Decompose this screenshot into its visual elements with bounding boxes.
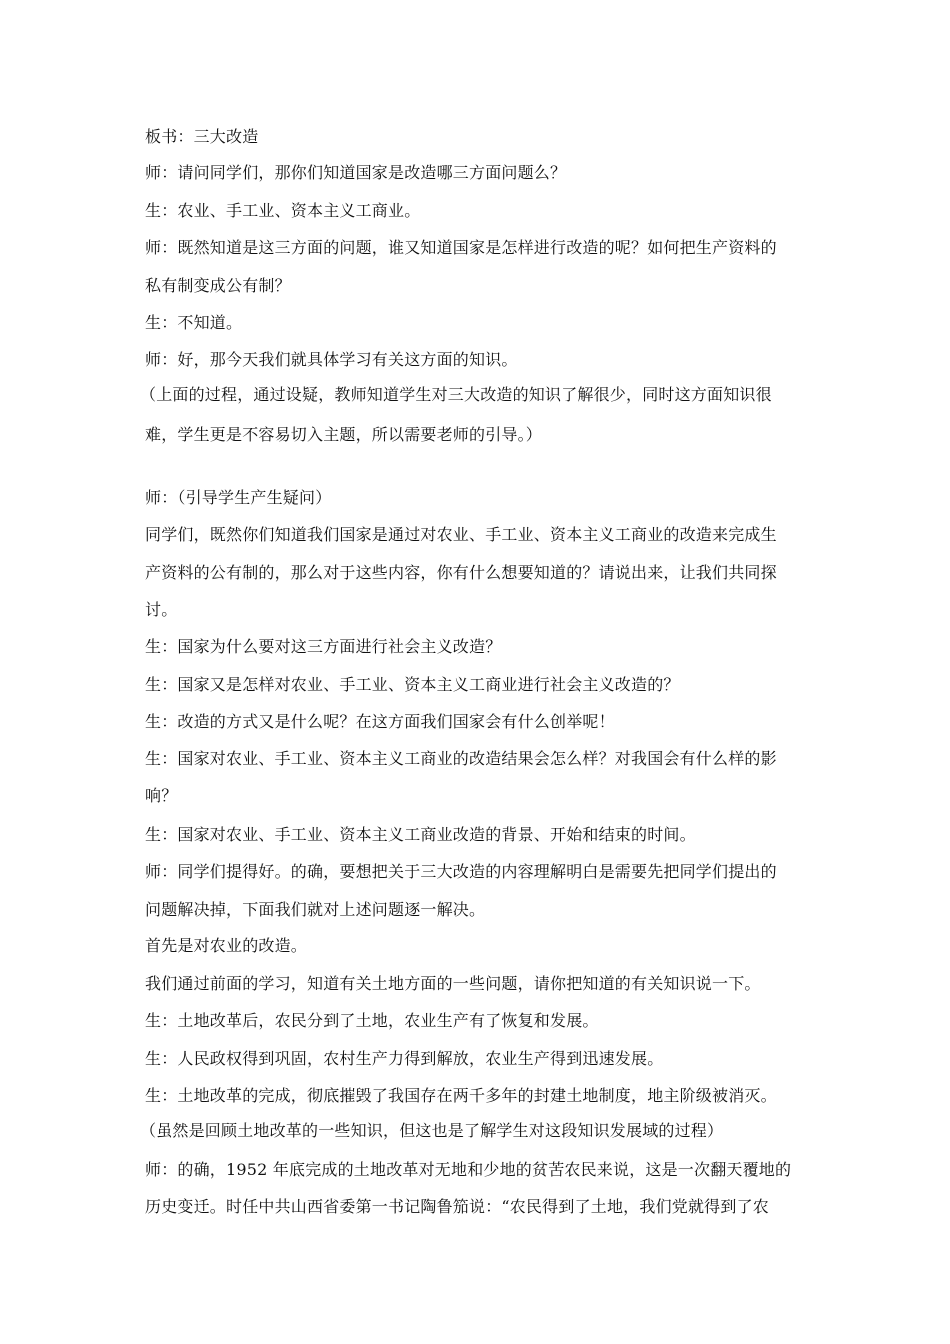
text-line: 生：不知道。 [145,313,243,332]
text-line: 生：国家对农业、手工业、资本主义工商业改造的背景、开始和结束的时间。 [145,825,696,844]
text-line: 生：国家为什么要对这三方面进行社会主义改造？ [145,637,502,656]
text-line: 师：的确，1952 年底完成的土地改革对无地和少地的贫苦农民来说，这是一次翻天覆地的 [145,1160,792,1179]
text-line: 师：好，那今天我们就具体学习有关这方面的知识。 [145,350,518,369]
text-line: 生：土地改革后，农民分到了土地，农业生产有了恢复和发展。 [145,1011,599,1030]
text-line: 师：请问同学们，那你们知道国家是改造哪三方面问题么？ [145,163,567,182]
text-line: 难，学生更是不容易切入主题，所以需要老师的引导。） [145,425,543,444]
text-line: （虽然是回顾土地改革的一些知识，但这也是了解学生对这段知识发展域的过程） [140,1121,724,1140]
text-line: 私有制变成公有制？ [145,276,291,295]
text-line: 生：国家对农业、手工业、资本主义工商业的改造结果会怎么样？对我国会有什么样的影 [145,749,777,768]
text-line: 生：改造的方式又是什么呢？在这方面我们国家会有什么创举呢！ [145,712,615,731]
text-line: 师：同学们提得好。的确，要想把关于三大改造的内容理解明白是需要先把同学们提出的 [145,862,777,881]
text-line: 生：人民政权得到巩固，农村生产力得到解放，农业生产得到迅速发展。 [145,1049,664,1068]
text-line: 师：既然知道是这三方面的问题，谁又知道国家是怎样进行改造的呢？如何把生产资料的 [145,238,777,257]
text-line: 历史变迁。时任中共山西省委第一书记陶鲁笳说：“农民得到了土地，我们党就得到了农 [145,1197,769,1216]
text-line: 生：土地改革的完成，彻底摧毁了我国存在两千多年的封建土地制度，地主阶级被消灭。 [145,1086,777,1105]
text-line: 同学们，既然你们知道我们国家是通过对农业、手工业、资本主义工商业的改造来完成生 [145,525,777,544]
text-line: 生：国家又是怎样对农业、手工业、资本主义工商业进行社会主义改造的？ [145,675,680,694]
text-line: 问题解决掉，下面我们就对上述问题逐一解决。 [145,900,486,919]
text-line: 讨。 [145,600,178,619]
text-line: 我们通过前面的学习，知道有关土地方面的一些问题，请你把知道的有关知识说一下。 [145,974,761,993]
board-heading: 板书：三大改造 [145,127,259,146]
text-line: 响？ [145,786,178,805]
text-line: 师：（引导学生产生疑问） [145,488,332,507]
text-line: 生：农业、手工业、资本主义工商业。 [145,201,421,220]
text-line: 产资料的公有制的，那么对于这些内容，你有什么想要知道的？请说出来，让我们共同探 [145,563,777,582]
text-line: 首先是对农业的改造。 [145,936,308,955]
text-line: （上面的过程，通过设疑，教师知道学生对三大改造的知识了解很少，同时这方面知识很 [140,385,772,404]
